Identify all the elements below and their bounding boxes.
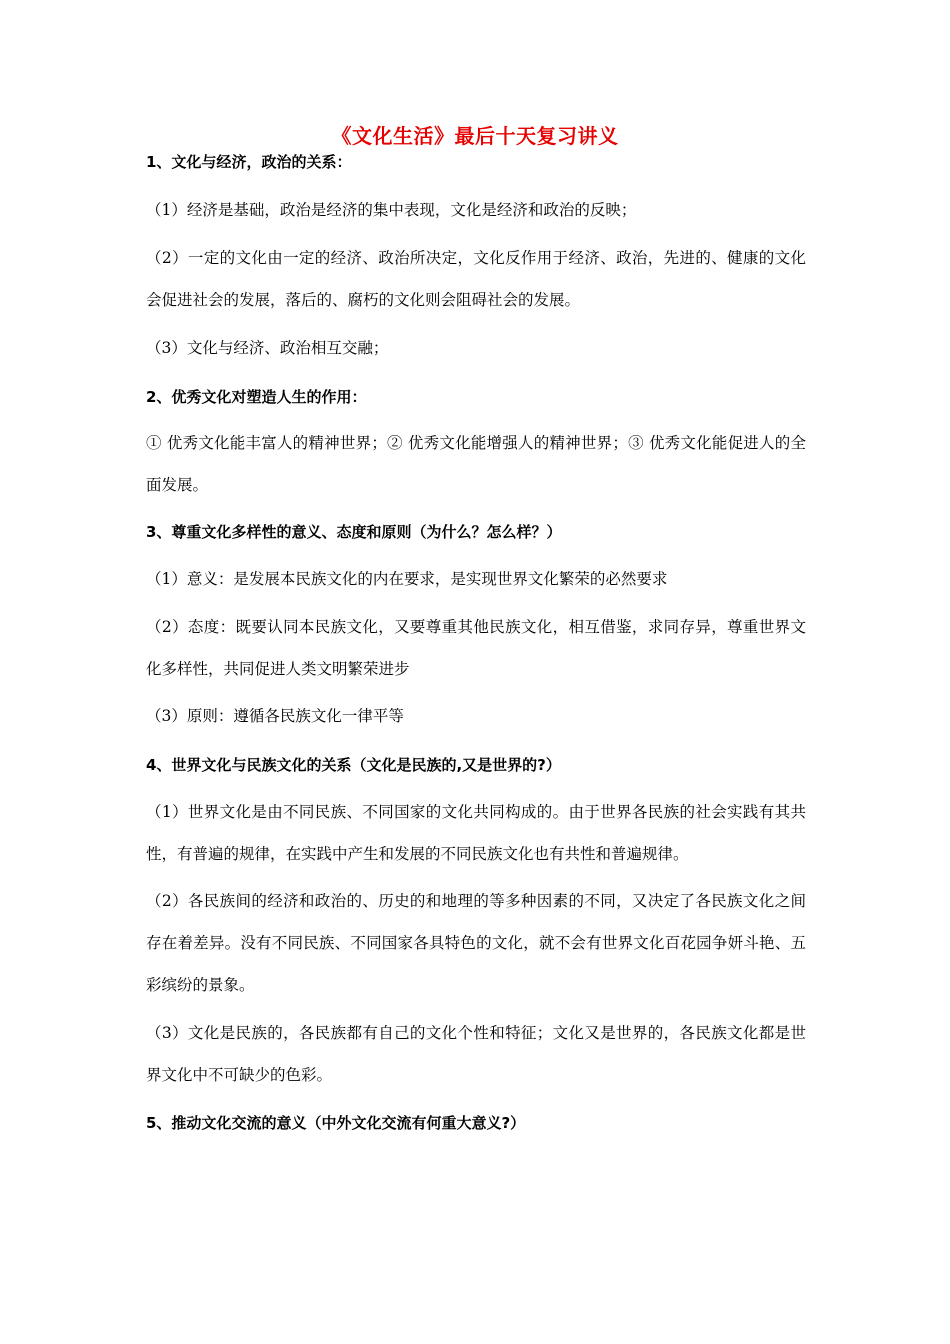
paragraph: （3）原则：遵循各民族文化一律平等 [146, 707, 404, 725]
paragraph: （3）文化与经济、政治相互交融； [146, 339, 389, 357]
section-heading: 4、世界文化与民族文化的关系（文化是民族的,又是世界的?） [146, 756, 561, 774]
paragraph: ① 优秀文化能丰富人的精神世界；② 优秀文化能增强人的精神世界；③ 优秀文化能促进人的全面发展。 [146, 434, 806, 494]
paragraph: （2）各民族间的经济和政治的、历史的和地理的等多种因素的不同，又决定了各民族文化之间存在着差异。没有不同民族、不同国家各具特色的文化，就不会有世界文化百花园争妍斗艳、五彩缤纷的景象。 [146, 892, 806, 994]
paragraph: （3）文化是民族的，各民族都有自己的文化个性和特征；文化又是世界的，各民族文化都是世界文化中不可缺少的色彩。 [146, 1024, 806, 1084]
section-heading: 5、推动文化交流的意义（中外文化交流有何重大意义?） [146, 1114, 526, 1132]
paragraph: （2）一定的文化由一定的经济、政治所决定，文化反作用于经济、政治，先进的、健康的文化会促进社会的发展，落后的、腐朽的文化则会阻碍社会的发展。 [146, 249, 806, 309]
document-title: 《文化生活》最后十天复习讲义 [331, 124, 619, 148]
paragraph: （1）世界文化是由不同民族、不同国家的文化共同构成的。由于世界各民族的社会实践有其共性，有普遍的规律，在实践中产生和发展的不同民族文化也有共性和普遍规律。 [146, 803, 806, 863]
section-heading: 1、文化与经济，政治的关系： [146, 153, 352, 171]
paragraph: （2）态度：既要认同本民族文化，又要尊重其他民族文化，相互借鉴，求同存异，尊重世界文化多样性，共同促进人类文明繁荣进步 [146, 618, 806, 678]
paragraph: （1）经济是基础，政治是经济的集中表现，文化是经济和政治的反映； [146, 201, 637, 219]
paragraph: （1）意义：是发展本民族文化的内在要求，是实现世界文化繁荣的必然要求 [146, 570, 668, 588]
section-heading: 3、尊重文化多样性的意义、态度和原则（为什么？怎么样？） [146, 523, 562, 541]
section-heading: 2、优秀文化对塑造人生的作用： [146, 388, 367, 406]
